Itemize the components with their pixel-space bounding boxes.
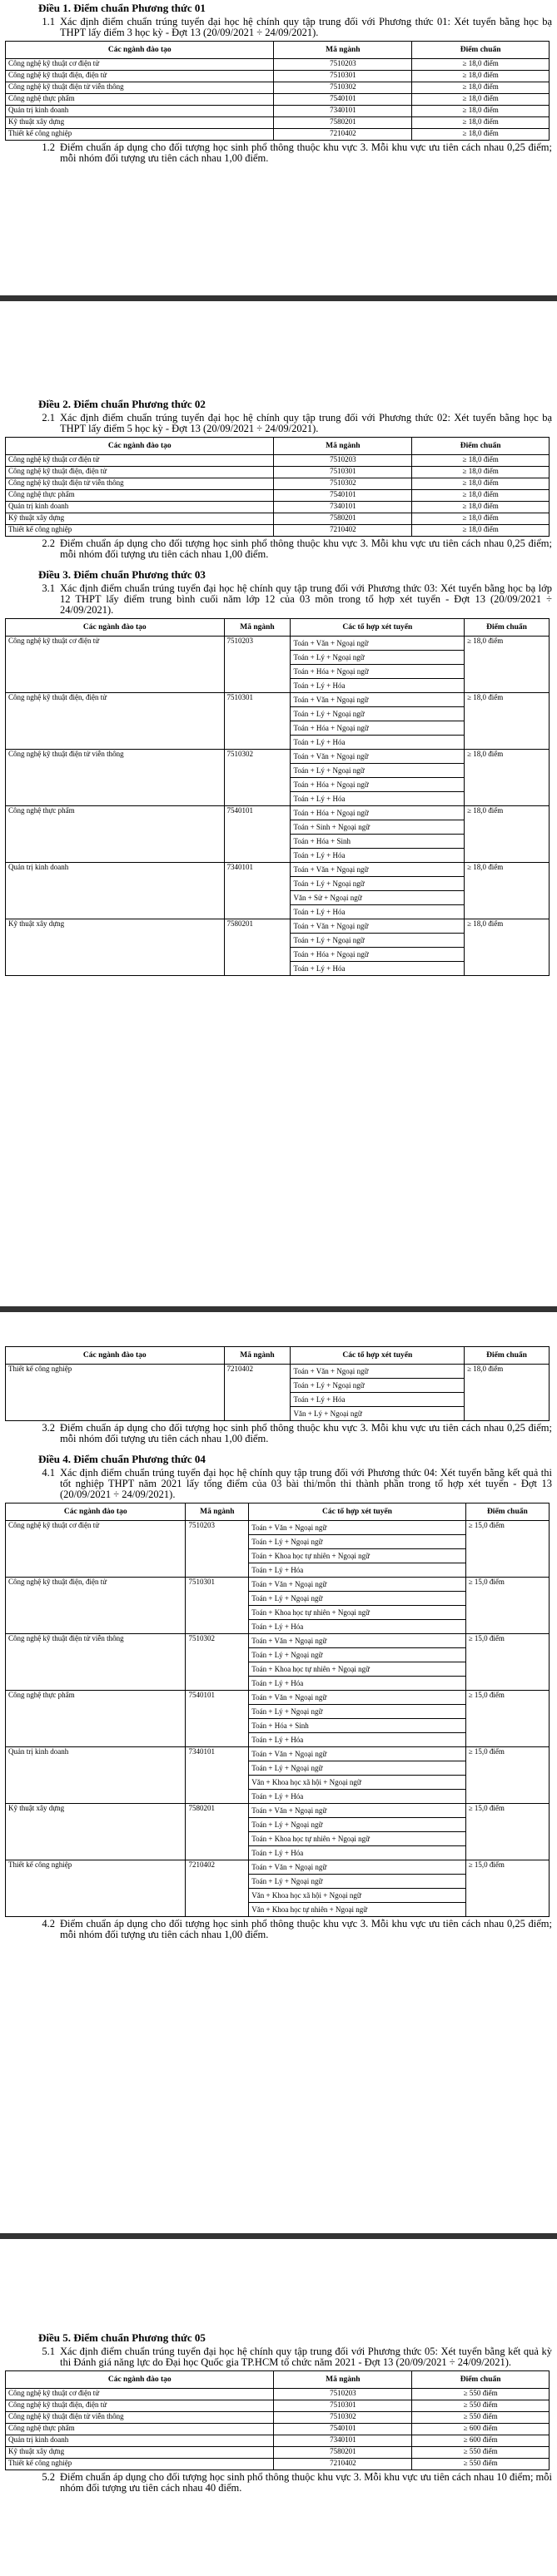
program-name-cell: Công nghệ kỹ thuật điện, điện tử bbox=[6, 467, 274, 478]
table-row bbox=[6, 71, 550, 82]
program-code-cell: 7340101 bbox=[274, 106, 412, 117]
combo-item: Toán + Khoa học tự nhiên + Ngoại ngữ bbox=[249, 1549, 465, 1563]
score-cell: ≥ 15,0 điểm bbox=[465, 1804, 549, 1860]
combo-item: Toán + Lý + Ngoại ngữ bbox=[249, 1592, 465, 1606]
score-cell: ≥ 550 điểm bbox=[412, 2459, 550, 2470]
table-row bbox=[6, 2424, 550, 2435]
paragraph-text: Xác định điểm chuẩn trúng tuyển đại học hệ chính quy tập trung đối với Phương thức 04: Xét tuyển bằng kết quả thi tốt nghiệp THPT năm 2021 lấy tổng điểm của 03 bài thi/môn thi thành phần trong tổ hợp xét tuyển - Đợt 13 (20/09/2021 ÷ 24/09/2021). bbox=[60, 1467, 552, 1500]
paragraph-text: Điểm chuẩn áp dụng cho đối tượng học sinh phổ thông thuộc khu vực 3. Mỗi khu vực ưu tiên cách nhau 0,25 điểm; mỗi nhóm đối tượng ưu tiên cách nhau 1,00 điểm. bbox=[60, 141, 552, 164]
paragraph-number: 3.1 bbox=[42, 582, 55, 594]
program-name-cell: Công nghệ thực phẩm bbox=[6, 1691, 186, 1747]
combo-item: Toán + Văn + Ngoại ngữ bbox=[291, 637, 464, 651]
combo-item: Toán + Văn + Ngoại ngữ bbox=[249, 1691, 465, 1705]
combo-item: Toán + Lý + Hóa bbox=[293, 851, 346, 859]
table-row bbox=[6, 863, 550, 919]
combo-item: Toán + Lý + Hóa bbox=[251, 1566, 304, 1574]
program-code-cell: 7510301 bbox=[224, 693, 291, 750]
program-code-cell: 7510203 bbox=[274, 2389, 412, 2400]
paragraph-number: 4.1 bbox=[42, 1467, 55, 1479]
col-header-score: Điểm chuẩn bbox=[412, 2371, 550, 2389]
program-code-cell: 7510302 bbox=[274, 82, 412, 94]
score-cell: ≥ 550 điểm bbox=[412, 2447, 550, 2459]
paragraph-number: 3.2 bbox=[42, 1422, 55, 1434]
program-name-cell: Công nghệ thực phẩm bbox=[6, 2424, 274, 2435]
table-row bbox=[6, 129, 550, 141]
table-method-03 bbox=[5, 618, 550, 976]
section-3-title: Điều 3. Điểm chuẩn Phương thức 03 bbox=[38, 568, 206, 581]
paragraph-number: 5.1 bbox=[42, 2346, 55, 2357]
program-name-cell: Công nghệ thực phẩm bbox=[6, 490, 274, 502]
program-name-cell: Công nghệ kỹ thuật điện, điện tử bbox=[6, 1578, 186, 1634]
page-3 bbox=[0, 1346, 557, 2137]
combos-cell bbox=[249, 1634, 465, 1691]
program-name-cell: Công nghệ kỹ thuật điện, điện tử bbox=[6, 2400, 274, 2412]
combo-item: Toán + Lý + Hóa bbox=[251, 1849, 304, 1857]
col-header-score: Điểm chuẩn bbox=[465, 1503, 549, 1521]
combo-item: Toán + Hóa + Ngoại ngữ bbox=[291, 806, 464, 820]
paragraph-number: 1.2 bbox=[42, 141, 55, 153]
table-row bbox=[6, 806, 550, 863]
paragraph-text: Xác định điểm chuẩn trúng tuyển đại học hệ chính quy tập trung đối với Phương thức 02: Xét tuyển bằng học bạ THPT lấy điểm 5 học kỳ - Đợt 13 (20/09/2021 ÷ 24/09/2021). bbox=[60, 412, 552, 434]
combo-item: Toán + Lý + Hóa bbox=[293, 795, 346, 803]
section-4-paragraph-1 bbox=[37, 1468, 557, 1500]
combo-item: Toán + Hóa + Ngoại ngữ bbox=[291, 665, 464, 679]
table-row bbox=[6, 1634, 550, 1691]
combo-item: Toán + Lý + Ngoại ngữ bbox=[249, 1818, 465, 1832]
table-row bbox=[6, 490, 550, 502]
table-row bbox=[6, 2412, 550, 2424]
program-name-cell: Công nghệ thực phẩm bbox=[6, 806, 225, 863]
combo-item: Toán + Khoa học tự nhiên + Ngoại ngữ bbox=[249, 1832, 465, 1846]
table-row bbox=[6, 693, 550, 750]
score-cell: ≥ 18,0 điểm bbox=[412, 490, 550, 502]
combo-item: Toán + Hóa + Ngoại ngữ bbox=[291, 778, 464, 792]
table-row bbox=[6, 1521, 550, 1578]
table-row bbox=[6, 919, 550, 976]
paragraph-text: Điểm chuẩn áp dụng cho đối tượng học sinh phổ thông thuộc khu vực 3. Mỗi khu vực ưu tiên cách nhau 0,25 điểm; mỗi nhóm đối tượng ưu tiên cách nhau 1,00 điểm. bbox=[60, 1918, 552, 1940]
score-cell: ≥ 550 điểm bbox=[412, 2400, 550, 2412]
table-row bbox=[6, 106, 550, 117]
program-name-cell: Thiết kế công nghiệp bbox=[6, 2459, 274, 2470]
score-cell: ≥ 15,0 điểm bbox=[465, 1634, 549, 1691]
program-code-cell: 7510302 bbox=[274, 2412, 412, 2424]
program-code-cell: 7510203 bbox=[224, 637, 291, 693]
program-code-cell: 7510301 bbox=[274, 71, 412, 82]
program-name-cell: Thiết kế công nghiệp bbox=[6, 525, 274, 537]
paragraph-text: Xác định điểm chuẩn trúng tuyển đại học hệ chính quy tập trung đối với Phương thức 05: Xét tuyển bằng kết quả kỳ thi Đánh giá năng lực do Đại học Quốc gia TP.HCM tổ chức năm 2021 - Đợt 13 (20/09/2021 ÷ 24/09/2021). bbox=[60, 2346, 552, 2368]
program-code-cell: 7510302 bbox=[224, 750, 291, 806]
table-method-04 bbox=[5, 1503, 550, 1917]
combo-item: Toán + Lý + Ngoại ngữ bbox=[291, 934, 464, 948]
program-name-cell: Thiết kế công nghiệp bbox=[6, 129, 274, 141]
program-name-cell: Kỹ thuật xây dựng bbox=[6, 2447, 274, 2459]
score-cell: ≥ 15,0 điểm bbox=[465, 1747, 549, 1804]
combo-item: Toán + Lý + Ngoại ngữ bbox=[291, 707, 464, 721]
combo-item: Toán + Văn + Ngoại ngữ bbox=[249, 1804, 465, 1818]
score-cell: ≥ 18,0 điểm bbox=[465, 806, 550, 863]
program-name-cell: Kỹ thuật xây dựng bbox=[6, 513, 274, 525]
combo-item: Toán + Văn + Ngoại ngữ bbox=[249, 1521, 465, 1535]
program-code-cell: 7510203 bbox=[186, 1521, 249, 1578]
program-name-cell: Công nghệ kỹ thuật điện tử viễn thông bbox=[6, 750, 225, 806]
combo-item: Văn + Sử + Ngoại ngữ bbox=[291, 891, 464, 905]
combo-item: Toán + Lý + Hóa bbox=[251, 1679, 304, 1687]
combo-item: Toán + Văn + Ngoại ngữ bbox=[291, 919, 464, 934]
col-header-code: Mã ngành bbox=[224, 619, 291, 637]
combos-cell bbox=[249, 1521, 465, 1578]
paragraph-number: 5.2 bbox=[42, 2471, 55, 2483]
program-code-cell: 7510302 bbox=[274, 478, 412, 490]
program-name-cell: Công nghệ kỹ thuật cơ điện tử bbox=[6, 2389, 274, 2400]
program-code-cell: 7340101 bbox=[224, 863, 291, 919]
program-name-cell: Công nghệ kỹ thuật điện, điện tử bbox=[6, 71, 274, 82]
score-cell: ≥ 15,0 điểm bbox=[465, 1521, 549, 1578]
program-name-cell: Kỹ thuật xây dựng bbox=[6, 919, 225, 976]
program-name-cell: Quản trị kinh doanh bbox=[6, 106, 274, 117]
combo-item: Toán + Lý + Hóa bbox=[251, 1622, 304, 1631]
program-name-cell: Thiết kế công nghiệp bbox=[6, 1365, 225, 1421]
combo-item: Toán + Lý + Ngoại ngữ bbox=[249, 1648, 465, 1662]
score-cell: ≥ 18,0 điểm bbox=[412, 117, 550, 129]
combo-item: Toán + Văn + Ngoại ngữ bbox=[291, 863, 464, 877]
program-name-cell: Quản trị kinh doanh bbox=[6, 863, 225, 919]
combo-item: Văn + Khoa học xã hội + Ngoại ngữ bbox=[249, 1776, 465, 1790]
program-code-cell: 7340101 bbox=[186, 1747, 249, 1804]
table-row bbox=[6, 478, 550, 490]
program-name-cell: Công nghệ thực phẩm bbox=[6, 94, 274, 106]
col-header-program: Các ngành đào tạo bbox=[6, 2371, 274, 2389]
combo-item: Toán + Hóa + Ngoại ngữ bbox=[291, 948, 464, 962]
score-cell: ≥ 18,0 điểm bbox=[412, 106, 550, 117]
combo-item: Toán + Lý + Ngoại ngữ bbox=[291, 764, 464, 778]
combo-item: Toán + Lý + Ngoại ngữ bbox=[249, 1761, 465, 1776]
program-name-cell: Công nghệ kỹ thuật cơ điện tử bbox=[6, 455, 274, 467]
page-4 bbox=[0, 2331, 557, 2576]
col-header-combos: Các tổ hợp xét tuyển bbox=[291, 619, 465, 637]
score-cell: ≥ 18,0 điểm bbox=[465, 693, 550, 750]
program-code-cell: 7540101 bbox=[186, 1691, 249, 1747]
table-row bbox=[6, 94, 550, 106]
score-cell: ≥ 18,0 điểm bbox=[412, 478, 550, 490]
combo-item: Văn + Khoa học xã hội + Ngoại ngữ bbox=[249, 1889, 465, 1903]
combo-item: Toán + Khoa học tự nhiên + Ngoại ngữ bbox=[249, 1606, 465, 1620]
combos-cell bbox=[291, 750, 465, 806]
score-cell: ≥ 18,0 điểm bbox=[465, 637, 550, 693]
program-name-cell: Kỹ thuật xây dựng bbox=[6, 1804, 186, 1860]
section-5-title: Điều 5. Điểm chuẩn Phương thức 05 bbox=[38, 2331, 206, 2344]
table-row bbox=[6, 513, 550, 525]
col-header-score: Điểm chuẩn bbox=[465, 619, 550, 637]
col-header-combos: Các tổ hợp xét tuyển bbox=[249, 1503, 465, 1521]
combo-item: Toán + Văn + Ngoại ngữ bbox=[249, 1634, 465, 1648]
score-cell: ≥ 18,0 điểm bbox=[465, 863, 550, 919]
program-code-cell: 7210402 bbox=[274, 129, 412, 141]
combos-cell bbox=[291, 1365, 465, 1421]
combo-item: Văn + Lý + Ngoại ngữ bbox=[293, 1409, 362, 1418]
section-5-paragraph-2 bbox=[37, 2472, 557, 2494]
paragraph-number: 2.2 bbox=[42, 537, 55, 549]
table-row bbox=[6, 2435, 550, 2447]
table-row bbox=[6, 1365, 550, 1421]
table-method-03-continued bbox=[5, 1346, 550, 1421]
section-2-paragraph-2 bbox=[37, 538, 557, 560]
table-method-05 bbox=[5, 2370, 550, 2470]
score-cell: ≥ 18,0 điểm bbox=[465, 919, 550, 976]
section-3-paragraph-2 bbox=[37, 1423, 557, 1444]
col-header-score: Điểm chuẩn bbox=[412, 42, 550, 59]
page-separator bbox=[0, 2233, 557, 2239]
score-cell: ≥ 18,0 điểm bbox=[412, 502, 550, 513]
score-cell: ≥ 18,0 điểm bbox=[412, 467, 550, 478]
combo-item: Toán + Văn + Ngoại ngữ bbox=[249, 1578, 465, 1592]
col-header-program: Các ngành đào tạo bbox=[6, 438, 274, 455]
score-cell: ≥ 600 điểm bbox=[412, 2435, 550, 2447]
program-code-cell: 7540101 bbox=[224, 806, 291, 863]
program-code-cell: 7340101 bbox=[274, 502, 412, 513]
table-row bbox=[6, 455, 550, 467]
program-code-cell: 7210402 bbox=[186, 1860, 249, 1917]
program-code-cell: 7580201 bbox=[224, 919, 291, 976]
program-code-cell: 7510301 bbox=[274, 2400, 412, 2412]
paragraph-text: Điểm chuẩn áp dụng cho đối tượng học sinh phổ thông thuộc khu vực 3. Mỗi khu vực ưu tiên cách nhau 0,25 điểm; mỗi nhóm đối tượng ưu tiên cách nhau 1,00 điểm. bbox=[60, 1422, 552, 1444]
col-header-code: Mã ngành bbox=[224, 1347, 291, 1365]
program-code-cell: 7540101 bbox=[274, 2424, 412, 2435]
score-cell: ≥ 18,0 điểm bbox=[465, 750, 550, 806]
program-name-cell: Công nghệ kỹ thuật cơ điện tử bbox=[6, 59, 274, 71]
program-code-cell: 7210402 bbox=[274, 525, 412, 537]
program-code-cell: 7210402 bbox=[224, 1365, 291, 1421]
paragraph-number: 2.1 bbox=[42, 412, 55, 424]
program-code-cell: 7580201 bbox=[274, 513, 412, 525]
combo-item: Văn + Khoa học tự nhiên + Ngoại ngữ bbox=[251, 1905, 368, 1914]
table-row bbox=[6, 2447, 550, 2459]
combos-cell bbox=[291, 637, 465, 693]
program-code-cell: 7580201 bbox=[186, 1804, 249, 1860]
col-header-score: Điểm chuẩn bbox=[412, 438, 550, 455]
program-code-cell: 7510301 bbox=[274, 467, 412, 478]
program-name-cell: Quản trị kinh doanh bbox=[6, 1747, 186, 1804]
table-method-02 bbox=[5, 437, 550, 537]
score-cell: ≥ 15,0 điểm bbox=[465, 1860, 549, 1917]
combos-cell bbox=[249, 1804, 465, 1860]
table-row bbox=[6, 2459, 550, 2470]
table-row bbox=[6, 82, 550, 94]
program-code-cell: 7540101 bbox=[274, 490, 412, 502]
program-name-cell: Công nghệ kỹ thuật điện tử viễn thông bbox=[6, 478, 274, 490]
score-cell: ≥ 15,0 điểm bbox=[465, 1691, 549, 1747]
table-row bbox=[6, 1747, 550, 1804]
score-cell: ≥ 18,0 điểm bbox=[412, 455, 550, 467]
section-4-paragraph-2 bbox=[37, 1919, 557, 1940]
combo-item: Toán + Văn + Ngoại ngữ bbox=[291, 1365, 464, 1379]
table-row bbox=[6, 59, 550, 71]
combo-item: Toán + Hóa + Sinh bbox=[249, 1719, 465, 1733]
combo-item: Toán + Khoa học tự nhiên + Ngoại ngữ bbox=[249, 1662, 465, 1677]
col-header-code: Mã ngành bbox=[274, 42, 412, 59]
score-cell: ≥ 18,0 điểm bbox=[412, 129, 550, 141]
score-cell: ≥ 18,0 điểm bbox=[412, 525, 550, 537]
program-name-cell: Công nghệ kỹ thuật cơ điện tử bbox=[6, 1521, 186, 1578]
program-code-cell: 7340101 bbox=[274, 2435, 412, 2447]
combo-item: Toán + Lý + Hóa bbox=[293, 738, 346, 746]
program-name-cell: Thiết kế công nghiệp bbox=[6, 1860, 186, 1917]
paragraph-text: Điểm chuẩn áp dụng cho đối tượng học sinh phổ thông thuộc khu vực 3. Mỗi khu vực ưu tiên cách nhau 10 điểm; mỗi nhóm đối tượng ưu tiên cách nhau 40 điểm. bbox=[60, 2471, 552, 2494]
combo-item: Toán + Lý + Ngoại ngữ bbox=[291, 877, 464, 891]
combo-item: Toán + Văn + Ngoại ngữ bbox=[249, 1860, 465, 1875]
combo-item: Toán + Văn + Ngoại ngữ bbox=[249, 1747, 465, 1761]
col-header-program: Các ngành đào tạo bbox=[6, 42, 274, 59]
paragraph-text: Xác định điểm chuẩn trúng tuyển đại học hệ chính quy tập trung đối với Phương thức 03: Xét tuyển bằng học bạ lớp 12 THPT lấy điểm trung bình cuối năm lớp 12 của 03 môn trong tổ hợp xét tuyển - Đợt 13 (20/09/2021 ÷ 24/09/2021). bbox=[60, 582, 552, 616]
combos-cell bbox=[291, 806, 465, 863]
combos-cell bbox=[291, 693, 465, 750]
score-cell: ≥ 18,0 điểm bbox=[412, 59, 550, 71]
section-1-paragraph-2 bbox=[37, 142, 557, 164]
combo-item: Toán + Lý + Hóa bbox=[293, 681, 346, 690]
col-header-program: Các ngành đào tạo bbox=[6, 619, 225, 637]
page-1 bbox=[0, 0, 557, 283]
score-cell: ≥ 550 điểm bbox=[412, 2389, 550, 2400]
combos-cell bbox=[291, 919, 465, 976]
combo-item: Toán + Lý + Hóa bbox=[293, 908, 346, 916]
combo-item: Toán + Lý + Ngoại ngữ bbox=[249, 1535, 465, 1549]
section-1-title: Điều 1. Điểm chuẩn Phương thức 01 bbox=[38, 2, 206, 14]
page-2 bbox=[0, 398, 557, 1163]
combo-item: Toán + Lý + Ngoại ngữ bbox=[291, 651, 464, 665]
section-3-paragraph-1 bbox=[37, 583, 557, 616]
combo-item: Toán + Văn + Ngoại ngữ bbox=[291, 750, 464, 764]
table-row bbox=[6, 2400, 550, 2412]
program-name-cell: Công nghệ kỹ thuật điện, điện tử bbox=[6, 693, 225, 750]
table-row bbox=[6, 467, 550, 478]
combos-cell bbox=[249, 1578, 465, 1634]
page-separator bbox=[0, 1306, 557, 1312]
score-cell: ≥ 600 điểm bbox=[412, 2424, 550, 2435]
score-cell: ≥ 18,0 điểm bbox=[412, 94, 550, 106]
program-code-cell: 7510301 bbox=[186, 1578, 249, 1634]
table-method-01 bbox=[5, 41, 550, 141]
col-header-code: Mã ngành bbox=[186, 1503, 249, 1521]
combos-cell bbox=[291, 863, 465, 919]
table-row bbox=[6, 1691, 550, 1747]
program-name-cell: Công nghệ kỹ thuật điện tử viễn thông bbox=[6, 1634, 186, 1691]
combo-item: Toán + Sinh + Ngoại ngữ bbox=[291, 820, 464, 835]
table-row bbox=[6, 525, 550, 537]
table-row bbox=[6, 502, 550, 513]
table-row bbox=[6, 637, 550, 693]
table-row bbox=[6, 750, 550, 806]
table-row bbox=[6, 1578, 550, 1634]
section-1-paragraph-1 bbox=[37, 17, 557, 38]
combo-item: Toán + Hóa + Sinh bbox=[291, 835, 464, 849]
col-header-code: Mã ngành bbox=[274, 2371, 412, 2389]
paragraph-text: Xác định điểm chuẩn trúng tuyển đại học hệ chính quy tập trung đối với Phương thức 01: Xét tuyển bằng học bạ THPT lấy điểm 3 học kỳ - Đợt 13 (20/09/2021 ÷ 24/09/2021). bbox=[60, 16, 552, 38]
col-header-program: Các ngành đào tạo bbox=[6, 1503, 186, 1521]
section-2-title: Điều 2. Điểm chuẩn Phương thức 02 bbox=[38, 398, 206, 410]
program-name-cell: Quản trị kinh doanh bbox=[6, 502, 274, 513]
col-header-combos: Các tổ hợp xét tuyển bbox=[291, 1347, 465, 1365]
combos-cell bbox=[249, 1747, 465, 1804]
program-name-cell: Công nghệ kỹ thuật điện tử viễn thông bbox=[6, 2412, 274, 2424]
score-cell: ≥ 15,0 điểm bbox=[465, 1578, 549, 1634]
combo-item: Toán + Lý + Ngoại ngữ bbox=[249, 1875, 465, 1889]
section-5-paragraph-1 bbox=[37, 2346, 557, 2368]
col-header-score: Điểm chuẩn bbox=[465, 1347, 550, 1365]
combo-item: Toán + Lý + Ngoại ngữ bbox=[249, 1705, 465, 1719]
score-cell: ≥ 550 điểm bbox=[412, 2412, 550, 2424]
combo-item: Toán + Hóa + Ngoại ngữ bbox=[291, 721, 464, 736]
paragraph-text: Điểm chuẩn áp dụng cho đối tượng học sinh phổ thông thuộc khu vực 3. Mỗi khu vực ưu tiên cách nhau 0,25 điểm; mỗi nhóm đối tượng ưu tiên cách nhau 1,00 điểm. bbox=[60, 537, 552, 560]
program-code-cell: 7510302 bbox=[186, 1634, 249, 1691]
table-row bbox=[6, 1860, 550, 1917]
combos-cell bbox=[249, 1860, 465, 1917]
col-header-program: Các ngành đào tạo bbox=[6, 1347, 225, 1365]
program-code-cell: 7210402 bbox=[274, 2459, 412, 2470]
program-name-cell: Công nghệ kỹ thuật cơ điện tử bbox=[6, 637, 225, 693]
paragraph-number: 1.1 bbox=[42, 16, 55, 27]
program-name-cell: Quản trị kinh doanh bbox=[6, 2435, 274, 2447]
col-header-code: Mã ngành bbox=[274, 438, 412, 455]
score-cell: ≥ 18,0 điểm bbox=[412, 82, 550, 94]
table-row bbox=[6, 1804, 550, 1860]
page-separator bbox=[0, 295, 557, 301]
program-name-cell: Kỹ thuật xây dựng bbox=[6, 117, 274, 129]
program-name-cell: Công nghệ kỹ thuật điện tử viễn thông bbox=[6, 82, 274, 94]
combo-item: Toán + Lý + Hóa bbox=[293, 964, 346, 973]
score-cell: ≥ 18,0 điểm bbox=[465, 1365, 550, 1421]
program-code-cell: 7510203 bbox=[274, 59, 412, 71]
table-row bbox=[6, 117, 550, 129]
combo-item: Toán + Lý + Hóa bbox=[291, 1393, 464, 1407]
combo-item: Toán + Lý + Ngoại ngữ bbox=[291, 1379, 464, 1393]
combo-item: Toán + Lý + Hóa bbox=[251, 1792, 304, 1801]
score-cell: ≥ 18,0 điểm bbox=[412, 513, 550, 525]
combos-cell bbox=[249, 1691, 465, 1747]
section-2-paragraph-1 bbox=[37, 413, 557, 434]
combo-item: Toán + Lý + Hóa bbox=[251, 1736, 304, 1744]
score-cell: ≥ 18,0 điểm bbox=[412, 71, 550, 82]
table-row bbox=[6, 2389, 550, 2400]
paragraph-number: 4.2 bbox=[42, 1918, 55, 1930]
program-code-cell: 7580201 bbox=[274, 117, 412, 129]
program-code-cell: 7580201 bbox=[274, 2447, 412, 2459]
program-code-cell: 7540101 bbox=[274, 94, 412, 106]
program-code-cell: 7510203 bbox=[274, 455, 412, 467]
combo-item: Toán + Văn + Ngoại ngữ bbox=[291, 693, 464, 707]
section-4-title: Điều 4. Điểm chuẩn Phương thức 04 bbox=[38, 1453, 206, 1465]
